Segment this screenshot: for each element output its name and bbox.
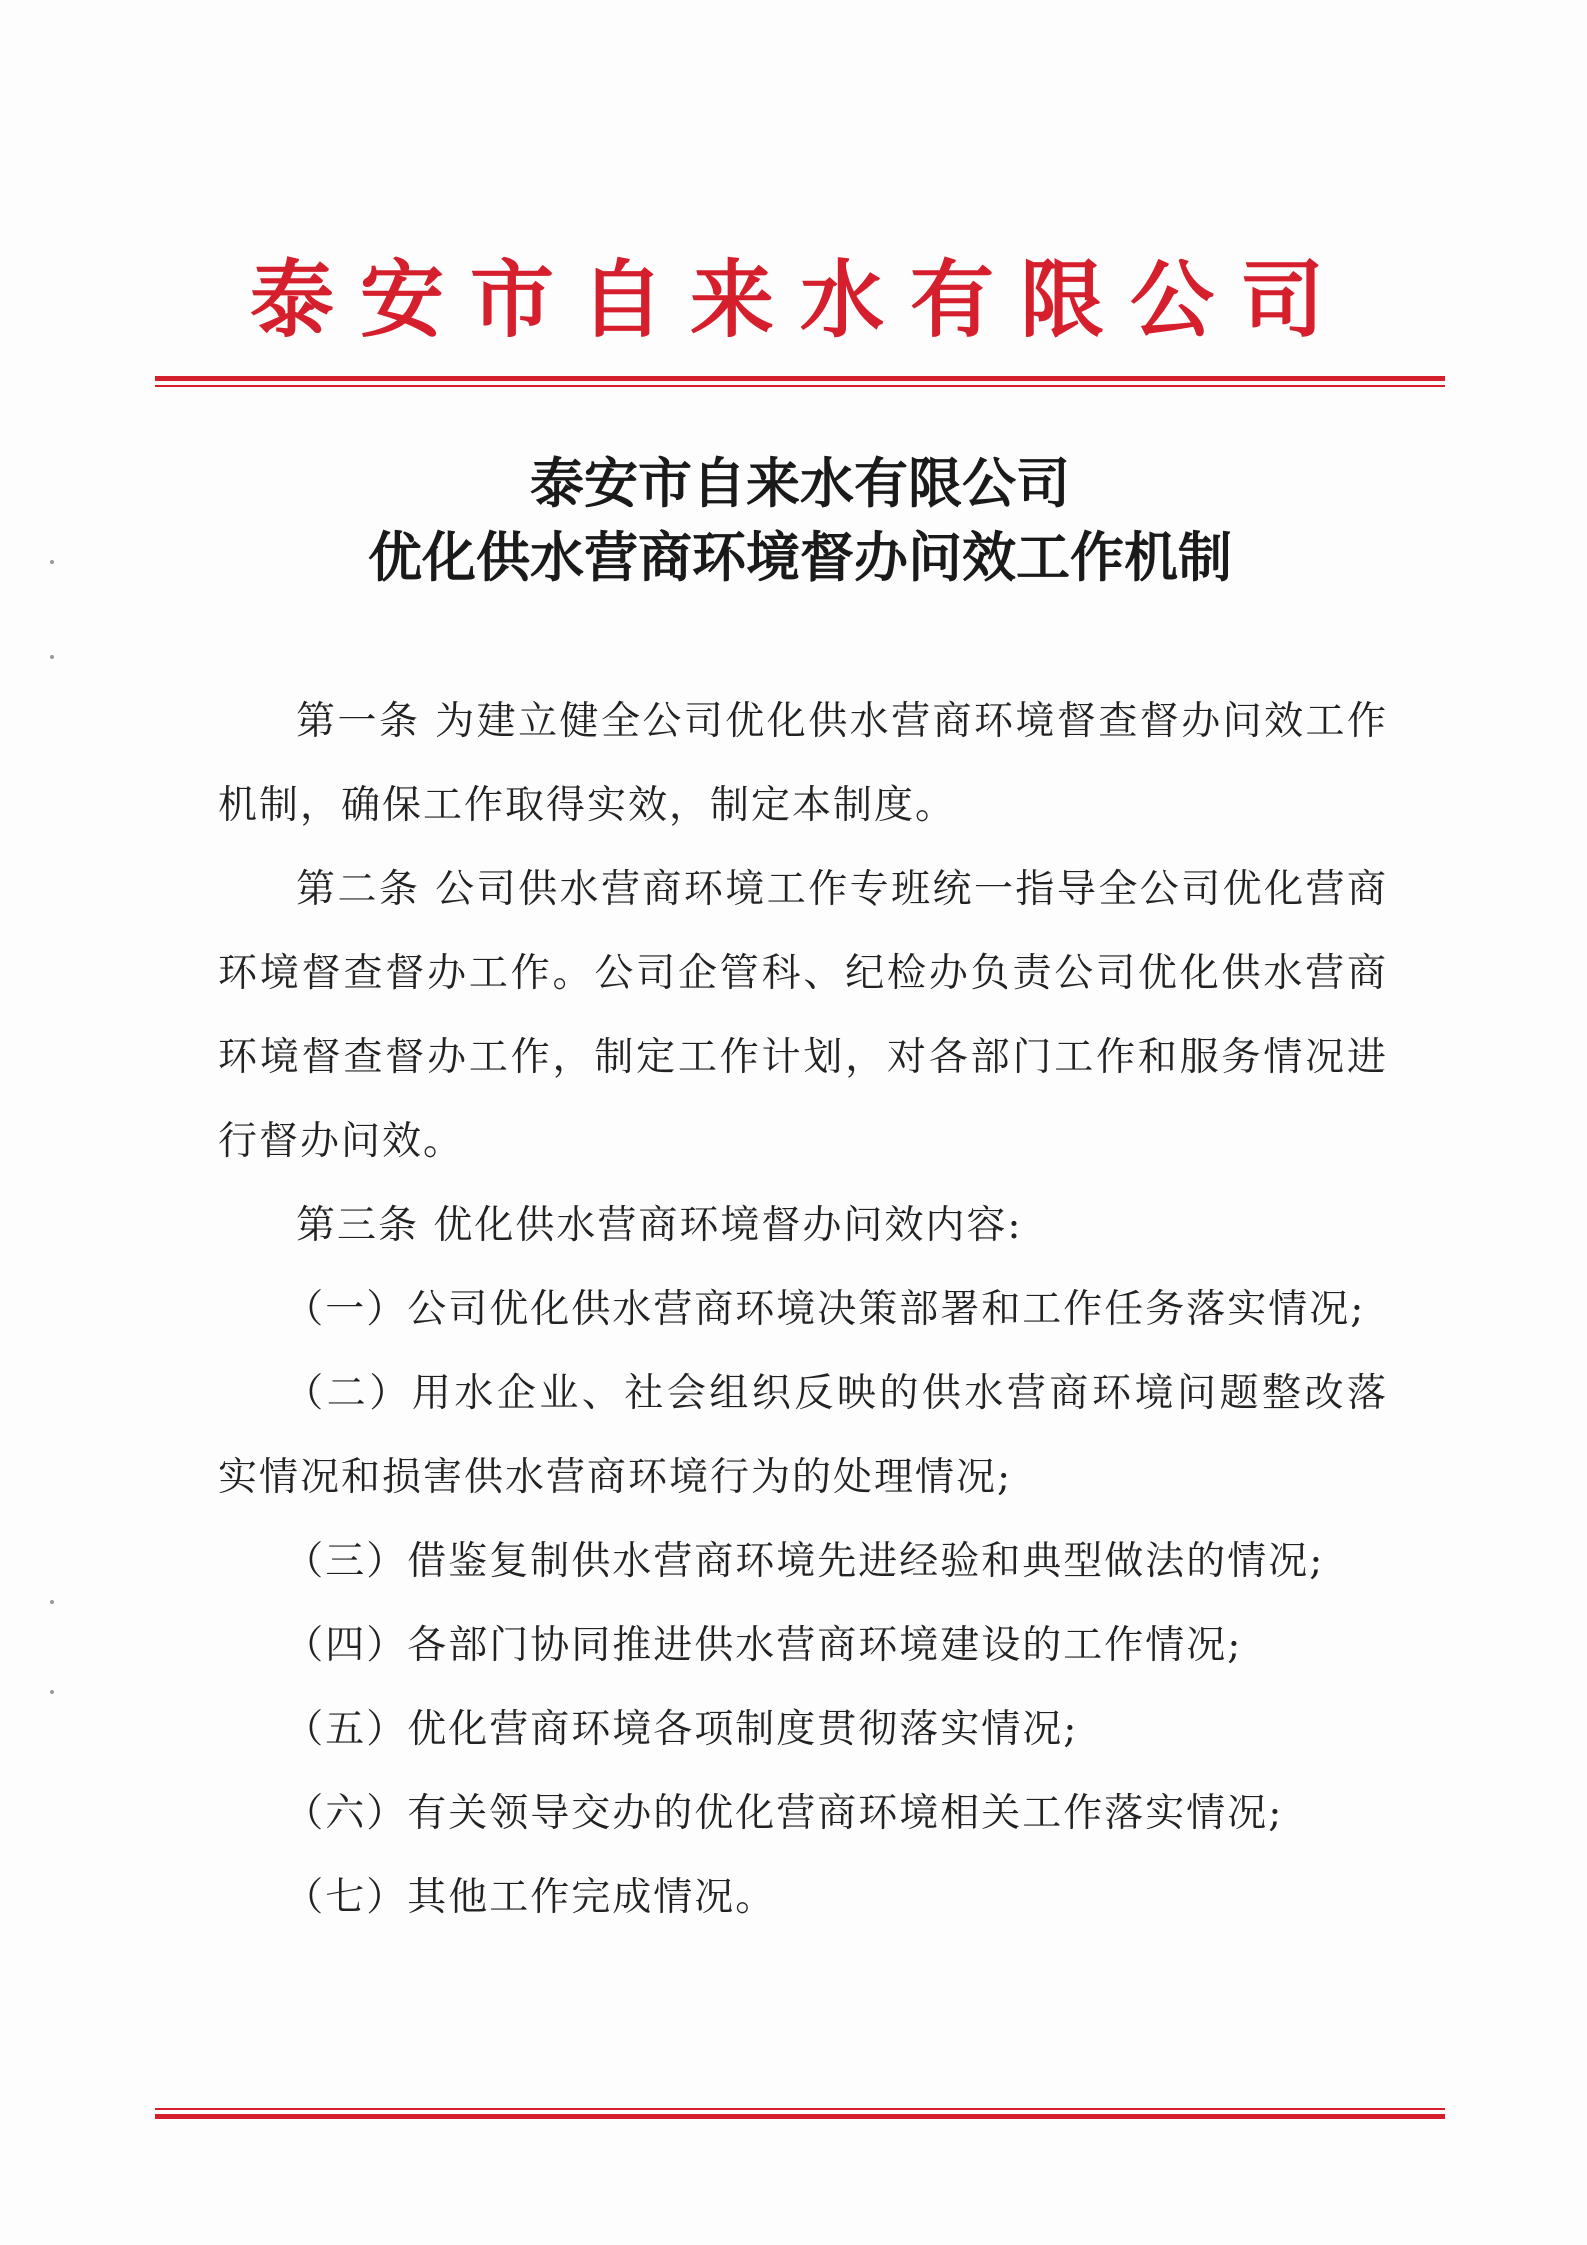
letterhead-company-name: 泰安市自来水有限公司 [249,251,1350,349]
article-2: 第二条 公司供水营商环境工作专班统一指导全公司优化营商环境督查督办工作。公司企管科、纪检办负责公司优化供水营商环境督查督办工作，制定工作计划，对各部门工作和服务情况进行督办问效。 [218,867,1388,1164]
scan-margin-mark [50,1600,54,1604]
article-3-item-1: （一）公司优化供水营商环境决策部署和工作任务落实情况; [284,1287,1366,1332]
divider-thin-line [155,385,1445,387]
article-3-item-7: （七）其他工作完成情况。 [284,1875,777,1920]
letterhead-divider-top [155,376,1445,387]
article-3: 第三条 优化供水营商环境督办问效内容: [296,1203,1023,1248]
article-3-item-4: （四）各部门协同推进供水营商环境建设的工作情况; [284,1623,1243,1668]
footer-divider [155,2108,1445,2119]
article-1: 第一条 为建立健全公司优化供水营商环境督查督办问效工作机制，确保工作取得实效，制定本制度。 [218,699,1388,828]
article-3-item-5: （五）优化营商环境各项制度贯彻落实情况; [284,1707,1079,1752]
article-3-item-2: （二）用水企业、社会组织反映的供水营商环境问题整改落实情况和损害供水营商环境行为的处理情况; [218,1371,1388,1500]
article-3-item-6: （六）有关领导交办的优化营商环境相关工作落实情况; [284,1791,1284,1836]
divider-thick-line [155,2114,1445,2119]
article-3-item-3: （三）借鉴复制供水营商环境先进经验和典型做法的情况; [284,1539,1325,1584]
scan-margin-mark [50,655,54,659]
scan-margin-mark [50,1690,54,1694]
scan-margin-mark [50,560,54,564]
document-body [218,680,1388,1940]
divider-thick-line [155,376,1445,381]
document-title-line-2: 优化供水营商环境督办问效工作机制 [368,525,1232,589]
document-title-line-1: 泰安市自来水有限公司 [530,451,1070,515]
divider-thin-line [155,2108,1445,2110]
